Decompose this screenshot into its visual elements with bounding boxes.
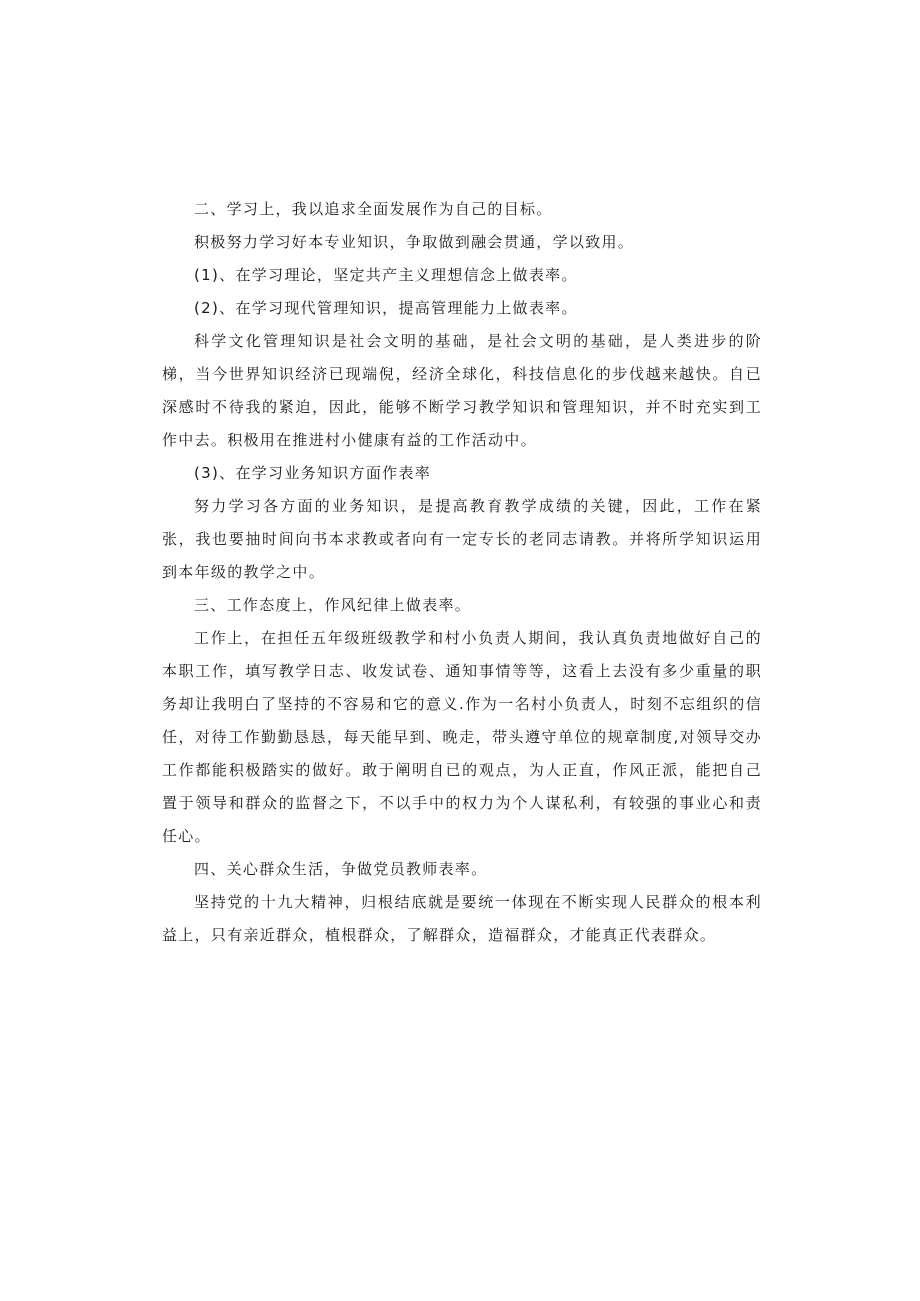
paragraph: 努力学习各方面的业务知识，是提高教育教学成绩的关键，因此，工作在紧张，我也要抽时间向书本求教或者向有一定专长的老同志请教。并将所学知识运用到本年级的教学之中。 [162, 497, 762, 581]
subheading-business: (3)、在学习业务知识方面作表率 [194, 464, 432, 482]
subheading-management: (2)、在学习现代管理知识，提高管理能力上做表率。 [194, 299, 578, 317]
subheading-theory: (1)、在学习理论，坚定共产主义理想信念上做表率。 [194, 266, 578, 284]
section-heading-study: 二、学习上，我以追求全面发展作为自己的目标。 [194, 200, 553, 218]
section-heading-care-masses: 四、关心群众生活，争做党员教师表率。 [194, 860, 488, 878]
document-body [162, 193, 762, 952]
paragraph: 工作上，在担任五年级班级教学和村小负责人期间，我认真负责地做好自己的本职工作，填写教学日志、收发试卷、通知事情等等，这看上去没有多少重量的职务却让我明白了坚持的不容易和它的意义.作为一名村小负责人，时刻不忘组织的信任，对待工作勤勤恳恳，每天能早到、晚走，带头遵守单位的规章制度,对领导交办工作都能积极踏实的做好。敢于阐明自已的观点，为人正直，作风正派，能把自己置于领导和群众的监督之下，不以手中的权力为个人谋私利，有较强的事业心和责任心。 [162, 629, 762, 845]
paragraph: 积极努力学习好本专业知识，争取做到融会贯通，学以致用。 [194, 233, 635, 251]
paragraph: 科学文化管理知识是社会文明的基础，是社会文明的基础，是人类进步的阶梯，当今世界知识经济已现端倪，经济全球化，科技信息化的步伐越来越快。自已深感时不待我的紧迫，因此，能够不断学习教学知识和管理知识，并不时充实到工作中去。积极用在推进村小健康有益的工作活动中。 [162, 332, 762, 449]
section-heading-work-attitude: 三、工作态度上，作风纪律上做表率。 [194, 596, 472, 614]
paragraph: 坚持党的十九大精神，归根结底就是要统一体现在不断实现人民群众的根本利益上，只有亲近群众，植根群众，了解群众，造福群众，才能真正代表群众。 [162, 893, 762, 944]
